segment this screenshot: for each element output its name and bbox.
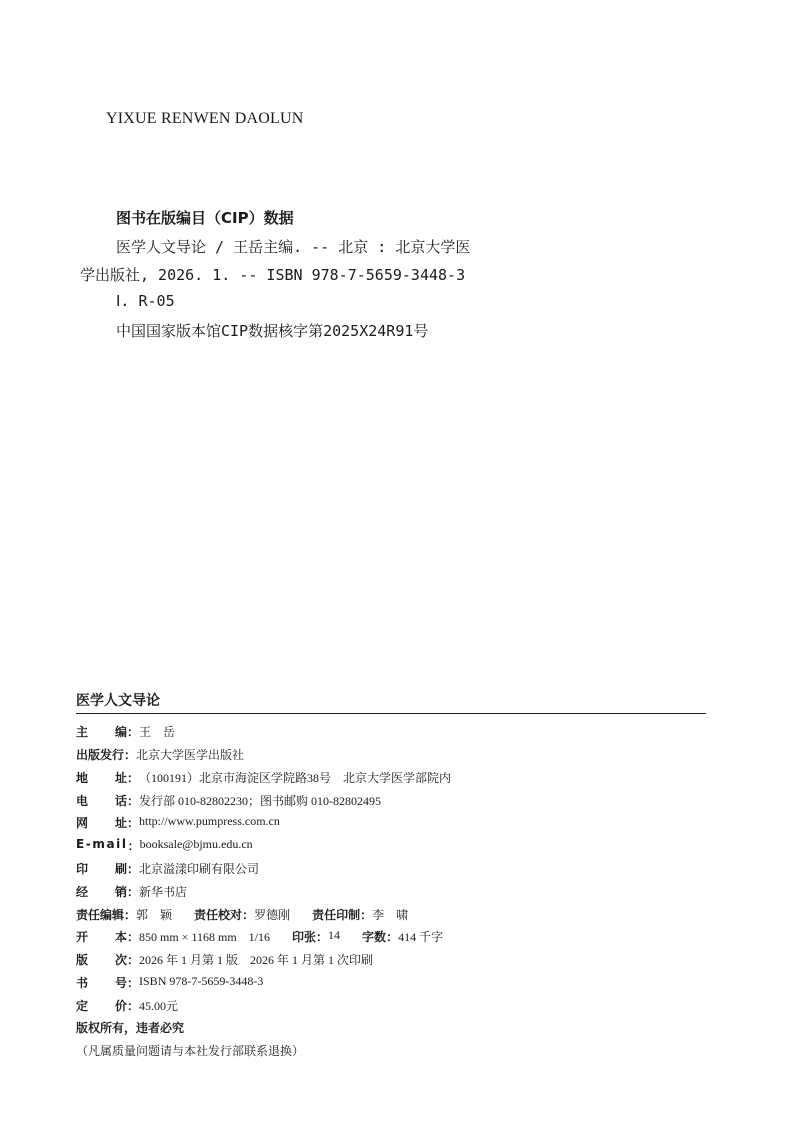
label-format: 开 本 [76, 930, 127, 944]
row-printer: 印 刷 ： 北京溢漾印刷有限公司 [76, 862, 260, 876]
row-price: 定 价 ： 45.00元 [76, 999, 179, 1013]
row-website: 网 址 ： http://www.pumpress.com.cn [76, 814, 280, 830]
value-website: http://www.pumpress.com.cn [139, 814, 280, 828]
cip-line-title: 医学人文导论 / 王岳主编. -- 北京 : 北京大学医 [116, 238, 471, 256]
pinyin-title: YIXUE RENWEN DAOLUN [106, 110, 304, 127]
value-format: 850 mm × 1168 mm 1/16 [139, 930, 271, 944]
value-isbn: ISBN 978-7-5659-3448-3 [139, 974, 264, 988]
value-sheets: 14 [328, 928, 341, 942]
label-website: 网 址 [76, 816, 127, 830]
colophon-title: 医学人文导论 [76, 690, 706, 714]
value-publisher: 北京大学医学出版社 [136, 748, 245, 762]
value-responsible-editor: 郭 颖 [136, 908, 173, 922]
row-editor: 主 编 ： 王 岳 [76, 725, 176, 739]
label-proofreader: 责任校对 [194, 908, 243, 922]
value-editor: 王 岳 [139, 725, 176, 739]
value-printer: 北京溢漾印刷有限公司 [139, 862, 260, 876]
value-proofreader: 罗德刚 [254, 908, 291, 922]
label-email: E-mail [76, 837, 128, 851]
label-print-manager: 责任印制 [312, 908, 361, 922]
cip-heading: 图书在版编目（CIP）数据 [116, 209, 294, 227]
cip-line-publisher: 学出版社, 2026. 1. -- ISBN 978-7-5659-3448-3 [80, 266, 466, 284]
label-address: 地 址 [76, 771, 127, 785]
label-isbn: 书 号 [76, 976, 127, 990]
label-printer: 印 刷 [76, 862, 127, 876]
row-phone: 电 话 ： 发行部 010-82802230；图书邮购 010-82802495 [76, 794, 382, 808]
return-policy-notice: （凡属质量问题请与本社发行部联系退换） [76, 1044, 305, 1058]
row-staff: 责任编辑 ： 郭 颖 责任校对 ： 罗德刚 责任印制 ： 李 啸 [76, 908, 409, 922]
value-email: booksale@bjmu.edu.cn [139, 837, 253, 851]
row-isbn: 书 号 ： ISBN 978-7-5659-3448-3 [76, 974, 264, 990]
value-phone: 发行部 010-82802230；图书邮购 010-82802495 [139, 794, 382, 808]
label-responsible-editor: 责任编辑 [76, 908, 125, 922]
value-print-manager: 李 啸 [372, 908, 409, 922]
value-edition: 2026 年 1 月第 1 版 2026 年 1 月第 1 次印刷 [139, 953, 374, 967]
row-distributor: 经 销 ： 新华书店 [76, 885, 188, 899]
value-address: （100191）北京市海淀区学院路38号 北京大学医学部院内 [139, 771, 452, 785]
label-editor: 主 编 [76, 725, 127, 739]
colophon [76, 690, 706, 1058]
label-word-count: 字数 [362, 930, 387, 944]
row-format: 开 本 ： 850 mm × 1168 mm 1/16 印张 ： 14 字数 ： 414 千字 [76, 928, 444, 944]
label-price: 定 价 [76, 999, 127, 1013]
label-phone: 电 话 [76, 794, 127, 808]
cip-line-classification: Ⅰ. R-05 [116, 292, 175, 310]
cip-line-record-number: 中国国家版本馆CIP数据核字第2025X24R91号 [116, 322, 429, 340]
label-publisher: 出版发行 [76, 748, 125, 762]
row-email: E-mail ： booksale@bjmu.edu.cn [76, 837, 253, 853]
row-edition: 版 次 ： 2026 年 1 月第 1 版 2026 年 1 月第 1 次印刷 [76, 953, 374, 967]
label-distributor: 经 销 [76, 885, 127, 899]
value-word-count: 414 千字 [398, 930, 444, 944]
value-distributor: 新华书店 [139, 885, 188, 899]
label-sheets: 印张 [292, 930, 317, 944]
value-price: 45.00元 [139, 999, 179, 1013]
row-publisher: 出版发行 ： 北京大学医学出版社 [76, 748, 245, 762]
label-edition: 版 次 [76, 953, 127, 967]
row-address: 地 址 ： （100191）北京市海淀区学院路38号 北京大学医学部院内 [76, 771, 452, 785]
copyright-notice: 版权所有，违者必究 [76, 1021, 185, 1035]
